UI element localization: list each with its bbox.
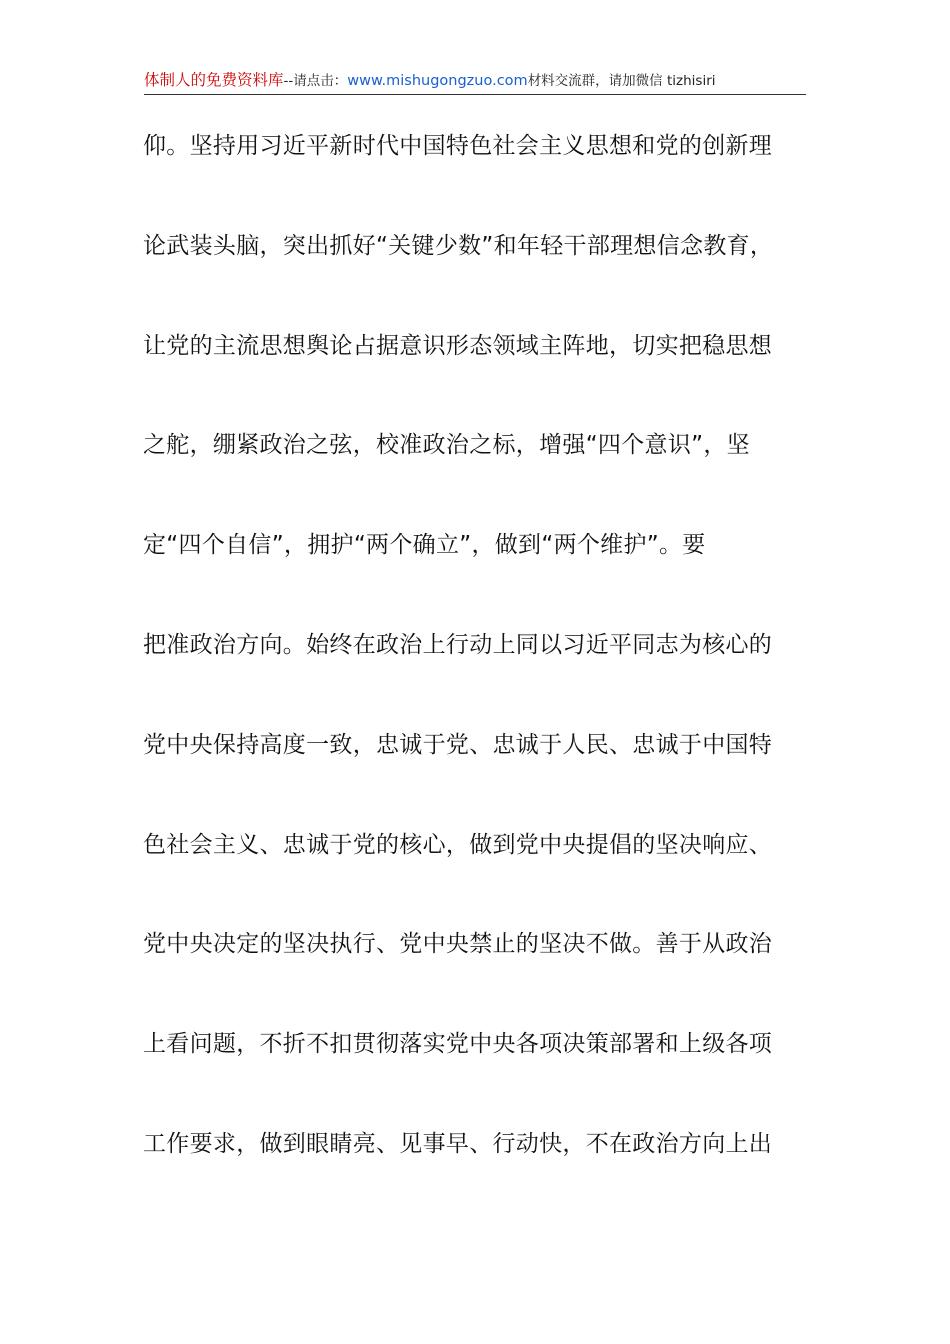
header-wechat-note: 材料交流群，请加微信 tizhisiri [527,73,716,89]
text-line: 党中央决定的坚决执行、党中央禁止的坚决不做。善于从政治 [143,931,773,958]
text-line: 定“四个自信”，拥护“两个确立”，做到“两个维护”。要 [143,532,706,559]
header-prompt: --请点击： [283,73,348,89]
text-line: 把准政治方向。始终在政治上行动上同以习近平同志为核心的 [143,631,773,658]
header-site-name: 体制人的免费资料库 [144,71,284,89]
text-line: 让党的主流思想舆论占据意识形态领域主阵地，切实把稳思想 [143,332,773,359]
text-line: 上看问题，不折不扣贯彻落实党中央各项决策部署和上级各项 [143,1031,773,1058]
text-line: 之舵，绷紧政治之弦，校准政治之标，增强“四个意识”，坚 [143,432,750,459]
text-line: 仰。坚持用习近平新时代中国特色社会主义思想和党的创新理 [143,133,773,159]
page-header [144,70,806,95]
header-url-link[interactable]: www.mishugongzuo.com [347,73,528,89]
text-line: 色社会主义、忠诚于党的核心，做到党中央提倡的坚决响应、 [143,831,773,858]
text-line: 工作要求，做到眼睛亮、见事早、行动快，不在政治方向上出 [143,1130,773,1157]
body-paragraph [143,128,833,1226]
text-line: 论武装头脑，突出抓好“关键少数”和年轻干部理想信念教育， [143,232,774,259]
text-line: 党中央保持高度一致，忠诚于党、忠诚于人民、忠诚于中国特 [143,731,773,758]
